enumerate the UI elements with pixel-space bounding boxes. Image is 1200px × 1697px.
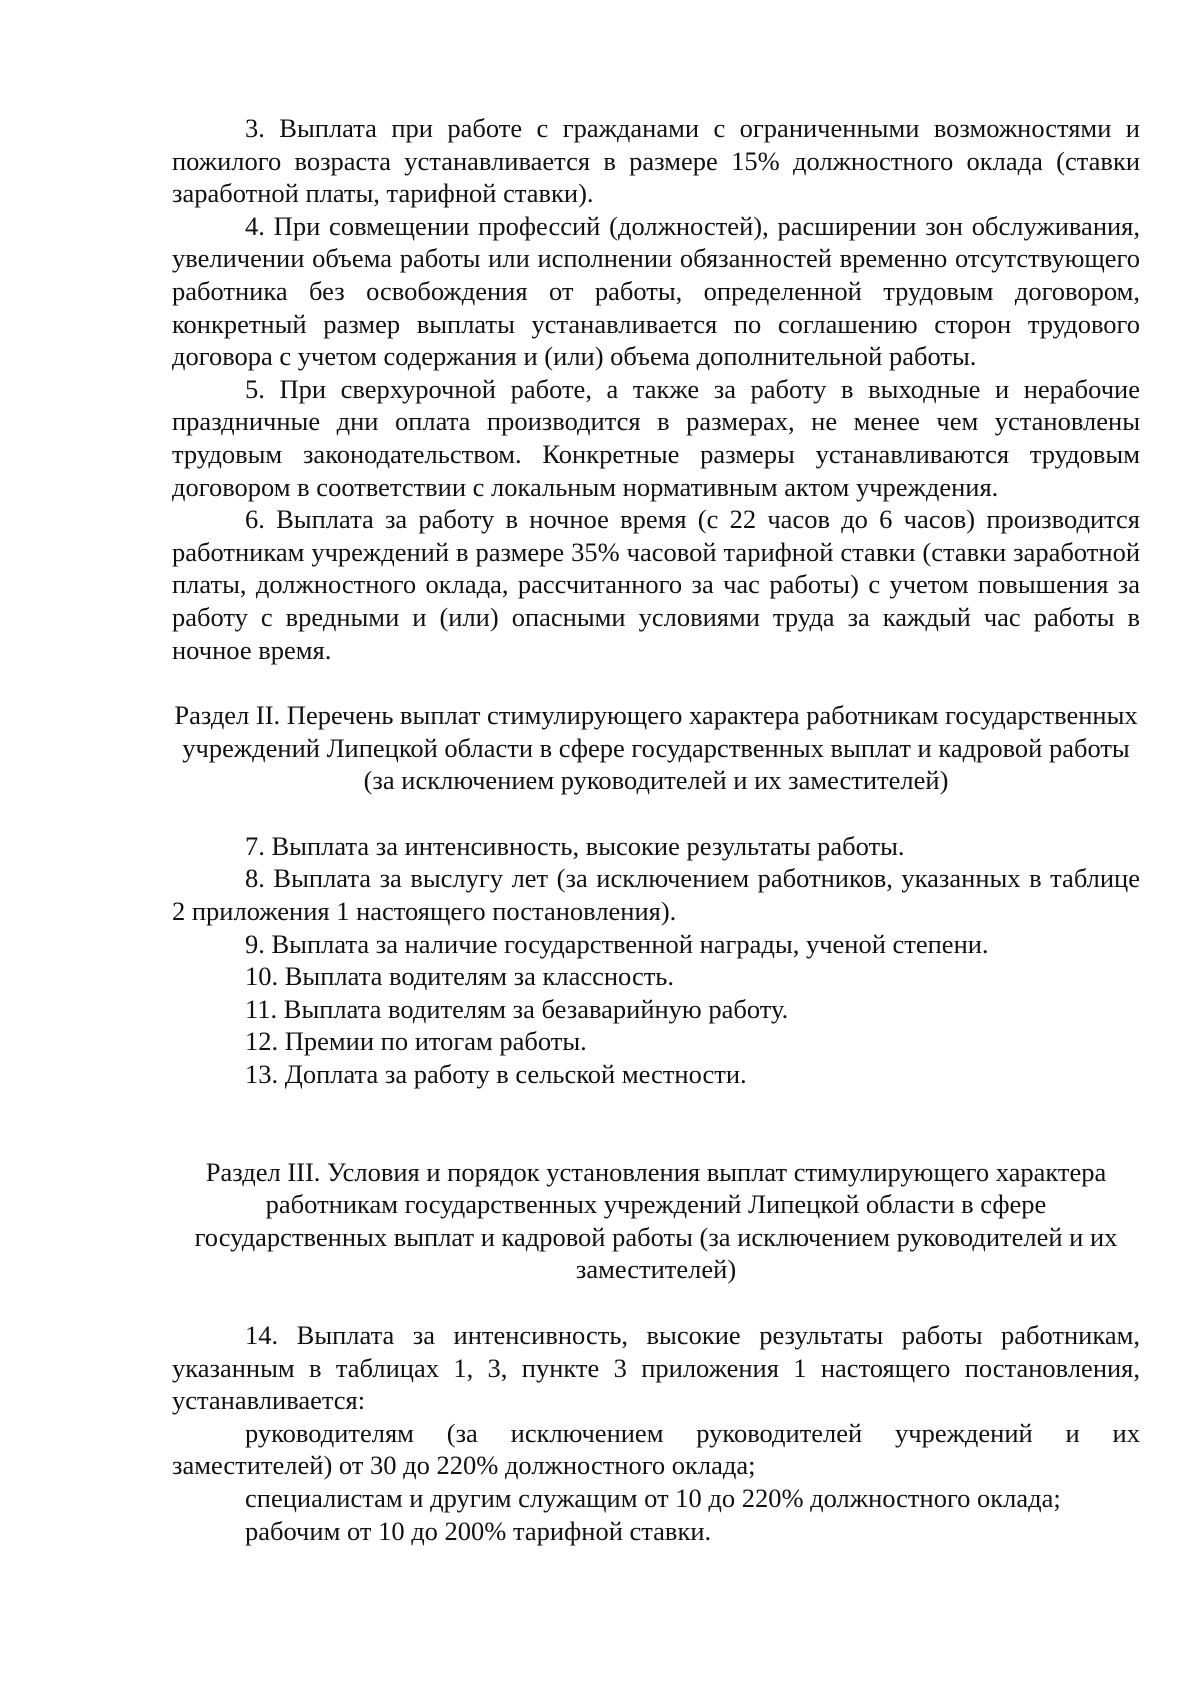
paragraph-5: 5. При сверхурочной работе, а также за работу в выходные и нерабочие праздничные дни оплата производится в размерах, не менее чем установлены трудовым законодательством. Конкретные размеры устанавливаются трудовым договором в соответствии с локальным нормативным актом учреждения. — [172, 373, 1140, 502]
section-3-managers: руководителям (за исключением руководителей учреждений и их заместителей) от 30 до 220% должностного оклада; — [172, 1417, 1140, 1481]
section-3-item-14: 14. Выплата за интенсивность, высокие результаты работы работникам, указанным в таблицах 1, 3, пункте 3 приложения 1 настоящего постановления, устанавливается: — [172, 1320, 1140, 1416]
section-2-item-10: 10. Выплата водителям за классность. — [245, 961, 675, 992]
section-3-specialists: специалистам и другим служащим от 10 до 220% должностного оклада; — [245, 1482, 1061, 1513]
section-2-item-13: 13. Доплата за работу в сельской местности. — [245, 1059, 747, 1090]
section-2-item-7: 7. Выплата за интенсивность, высокие результаты работы. — [245, 830, 905, 861]
paragraph-4: 4. При совмещении профессий (должностей), расширении зон обслуживания, увеличении объема работы или исполнении обязанностей временно отсутствующего работника без освобождения от работы, определенной трудовым договором, конкретный размер выплаты устанавливается по соглашению сторон трудового договора с учетом содержания и (или) объема дополнительной работы. — [172, 210, 1140, 372]
spacer — [172, 666, 1140, 699]
section-2-item-12: 12. Премии по итогам работы. — [245, 1026, 587, 1057]
section-3-workers: рабочим от 10 до 200% тарифной ставки. — [245, 1515, 712, 1546]
document-page — [172, 112, 1140, 1547]
section-3-heading: Раздел III. Условия и порядок установления выплат стимулирующего характера работникам государственных учреждений Липецкой области в сфере государственных выплат и кадровой работы (за исключением руководителей и их заместителей) — [194, 1156, 1118, 1285]
section-2-heading: Раздел II. Перечень выплат стимулирующего характера работникам государственных учреждений Липецкой области в сфере государственных выплат и кадровой работы (за исключением руководителей и их заместителей) — [174, 700, 1138, 796]
spacer — [172, 797, 1140, 830]
spacer — [172, 1091, 1140, 1156]
section-2-item-9: 9. Выплата за наличие государственной награды, ученой степени. — [245, 928, 989, 959]
spacer — [172, 1286, 1140, 1319]
paragraph-3: 3. Выплата при работе с гражданами с ограниченными возможностями и пожилого возраста устанавливается в размере 15% должностного оклада (ставки заработной платы, тарифной ставки). — [172, 113, 1140, 209]
paragraph-6: 6. Выплата за работу в ночное время (с 22 часов до 6 часов) производится работникам учреждений в размере 35% часовой тарифной ставки (ставки заработной платы, должностного оклада, рассчитанного за час работы) с учетом повышения за работу с вредными и (или) опасными условиями труда за каждый час работы в ночное время. — [172, 504, 1140, 665]
section-2-item-8: 8. Выплата за выслугу лет (за исключением работников, указанных в таблице 2 приложения 1 настоящего постановления). — [172, 863, 1140, 927]
section-2-item-11: 11. Выплата водителям за безаварийную работу. — [245, 993, 789, 1024]
